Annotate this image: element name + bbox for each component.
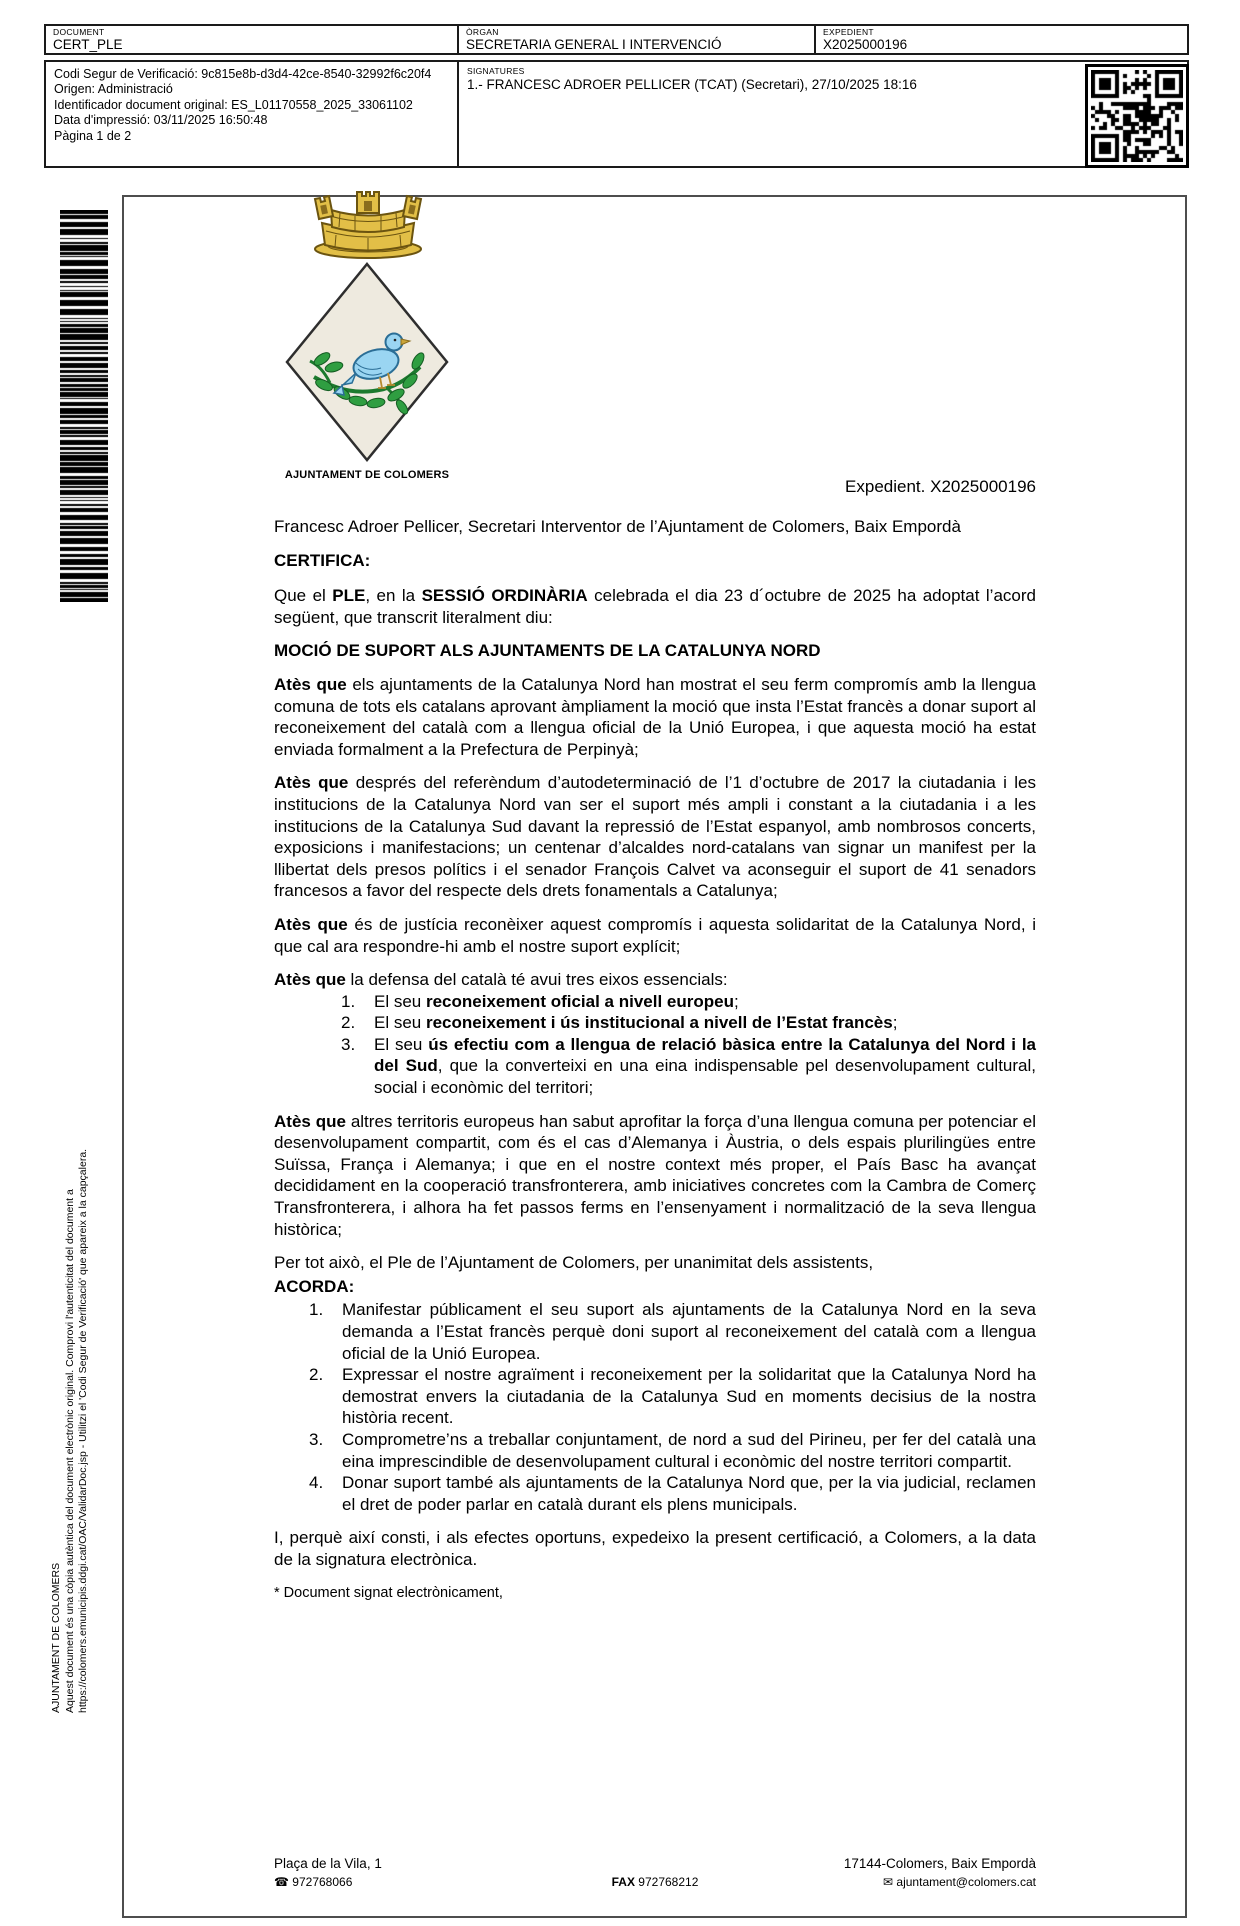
page-footer (274, 1856, 1036, 1889)
footer-fax-number: 972768212 (638, 1875, 699, 1889)
list-item: El seu reconeixement oficial a nivell europeu; (374, 991, 739, 1011)
vertical-legal-text (50, 1019, 91, 1713)
list-item: Expressar el nostre agraïment i reconeixement per la solidaritat que la Catalunya Nord ha demostrat envers la ciutadania de la Catalunya Sud en moments decisius de la nostra història recent. (342, 1365, 1036, 1428)
per-tot-paragraph: Per tot això, el Ple de l’Ajuntament de Colomers, per unanimitat dels assistents, (274, 1253, 874, 1273)
expedient-label: EXPEDIENT (823, 27, 874, 37)
closing-paragraph: I, perquè així consti, i als efectes oportuns, expedeixo la present certificació, a Colomers, a la data de la signatura electrònica. (274, 1528, 1036, 1569)
expedient-line: Expedient. X2025000196 (845, 477, 1036, 496)
footer-email-address: ajuntament@colomers.cat (896, 1875, 1036, 1889)
footer-phone (274, 1875, 528, 1889)
certifica-heading: CERTIFICA: (274, 550, 371, 570)
ates-paragraph-1: Atès que els ajuntaments de la Catalunya Nord han mostrat el seu ferm compromís amb la llengua comuna de tots els catalans aprovant àmpliament la moció que insta l’Estat francès a donar suport al reconeixement del català com a llengua oficial de la Unió Europea, i que aquesta moció ha estat enviada formalment a la Prefectura de Perpinyà; (274, 674, 1037, 759)
coat-of-arms (284, 261, 450, 463)
emblem-caption: AJUNTAMENT DE COLOMERS (284, 469, 450, 481)
signature-entry: 1.- FRANCESC ADROER PELLICER (TCAT) (Secretari), 27/10/2025 18:16 (467, 77, 917, 92)
session-paragraph: Que el PLE, en la SESSIÓ ORDINÀRIA celebrada el dia 23 d´octubre de 2025 ha adoptat l’acord següent, que transcrit literalment diu: (274, 586, 1036, 627)
list-item: El seu ús efectiu com a llengua de relació bàsica entre la Catalunya del Nord i la del Sud, que la converteixi en una eina indispensable pel desenvolupament cultural, social i econòmic del territori; (374, 1034, 1036, 1098)
signatures-cell (457, 62, 1187, 166)
eixos-list (274, 991, 1036, 1099)
ates-paragraph-2: Atès que després del referèndum d’autodeterminació de l’1 d’octubre de 2017 la ciutadania i les institucions de la Catalunya Nord van ser el suport més ampli i constant a la ciutadania i a les institucions de la Catalunya Sud davant la repressió de l’Estat espanyol, amb nombrosos concerts, exposicions i manifestacions; un centenar d’alcaldes nord-catalans van signar un manifest per la llibertat dels presos polítics i el senador François Calvet va aconseguir el suport de 41 senadors francesos a favor del respecte dels drets fonamentals a Catalunya; (274, 773, 1037, 901)
footer-fax (528, 1875, 782, 1889)
acords-list (274, 1299, 1036, 1515)
list-item: Manifestar públicament el seu suport als ajuntaments de la Catalunya Nord en la seva demanda a l’Estat francès perquè doni suport al reconeixement del català com a llengua oficial de la Unió Europea. (342, 1300, 1036, 1363)
ates-paragraph-3: Atès que és de justícia reconèixer aquest compromís i aquesta solidaritat de la Catalunya Nord, i que cal ara respondre-hi amb el nostre suport explícit; (274, 914, 1036, 956)
header-cell-expedient (814, 26, 1187, 53)
page-number-line: Pàgina 1 de 2 (54, 128, 132, 143)
vertical-line-authenticity: Aquest document és una còpia autèntica del document electrònic original. Comprovi l'autenticitat del document a (63, 1189, 76, 1713)
qr-code-box (1085, 64, 1189, 168)
footer-fax-label: FAX (611, 1875, 635, 1889)
footer-email (782, 1875, 1036, 1889)
document-id-line: Identificador document original: ES_L01170558_2025_33061102 (54, 97, 413, 112)
envelope-icon: ✉ (883, 1875, 894, 1889)
vertical-line-url: https://colomers.emunicipis.ddgi.cat/OAC/ValidarDoc.jsp - Utilitzi el 'Codi Segur de Verificació' que apareix a la capçalera. (77, 1148, 89, 1713)
ates-paragraph-4: Atès que la defensa del català té avui tres eixos essencials: (274, 970, 728, 990)
origin-line: Origen: Administració (54, 82, 173, 97)
list-item: Donar suport també als ajuntaments de la Catalunya Nord que, per la via judicial, reclamen el dret de poder parlar en català durant els plens municipals. (342, 1473, 1036, 1514)
header-row-document (44, 24, 1189, 55)
document-value: CERT_PLE (53, 37, 123, 52)
header-cell-document (46, 26, 457, 53)
verification-cell (46, 62, 457, 166)
organ-value: SECRETARIA GENERAL I INTERVENCIÓ (466, 37, 722, 52)
footer-phone-number: 972768066 (292, 1875, 353, 1889)
qr-code-image (1091, 70, 1183, 162)
header-row-verification (44, 60, 1189, 168)
document-label: DOCUMENT (53, 27, 105, 37)
verification-code-line: Codi Segur de Verificació: 9c815e8b-d3d4-42ce-8540-32992f6c20f4 (54, 67, 432, 81)
crown-icon (300, 183, 436, 261)
footer-city: 17144-Colomers, Baix Empordà (843, 1856, 1036, 1871)
vertical-line-entity: AJUNTAMENT DE COLOMERS (50, 1562, 62, 1713)
acorda-heading: ACORDA: (274, 1276, 355, 1296)
header-cell-organ (457, 26, 814, 53)
organ-label: ÒRGAN (466, 27, 499, 37)
list-item: Comprometre’ns a treballar conjuntament, de nord a sud del Pirineu, per fer del català una eina imprescindible de desenvolupament cultural i econòmic del nostre territori compartit. (342, 1429, 1036, 1471)
barcode-image (60, 210, 108, 602)
phone-icon: ☎ (274, 1875, 289, 1889)
motion-title: MOCIÓ DE SUPORT ALS AJUNTAMENTS DE LA CATALUNYA NORD (274, 641, 821, 661)
ates-paragraph-5: Atès que altres territoris europeus han sabut aprofitar la força d’una llengua comuna per potenciar el desenvolupament compartit, com és el cas d’Alemanya i Àustria, o dels espais plurilingües entre Suïssa, França i Alemanya; i que en el nostre context més proper, el País Basc ha avançat decididament en la cooperació transfronterera, amb iniciatives concretes com la Cambra de Comerç Transfronterera, i alhora ha fet passos ferms en l’ensenyament i normalització de la seva llengua històrica; (274, 1111, 1037, 1239)
barcode-box (60, 210, 108, 602)
expedient-value: X2025000196 (823, 37, 908, 52)
intro-paragraph: Francesc Adroer Pellicer, Secretari Interventor de l’Ajuntament de Colomers, Baix Empordà (274, 517, 961, 536)
document-body (274, 516, 1036, 1616)
list-item: El seu reconeixement i ús institucional a nivell de l’Estat francès; (374, 1013, 898, 1033)
signed-electronically-note: * Document signat electrònicament, (274, 1584, 503, 1601)
print-date-line: Data d'impressió: 03/11/2025 16:50:48 (54, 113, 268, 128)
signatures-label: SIGNATURES (467, 66, 525, 76)
footer-address: Plaça de la Vila, 1 (274, 1856, 382, 1871)
